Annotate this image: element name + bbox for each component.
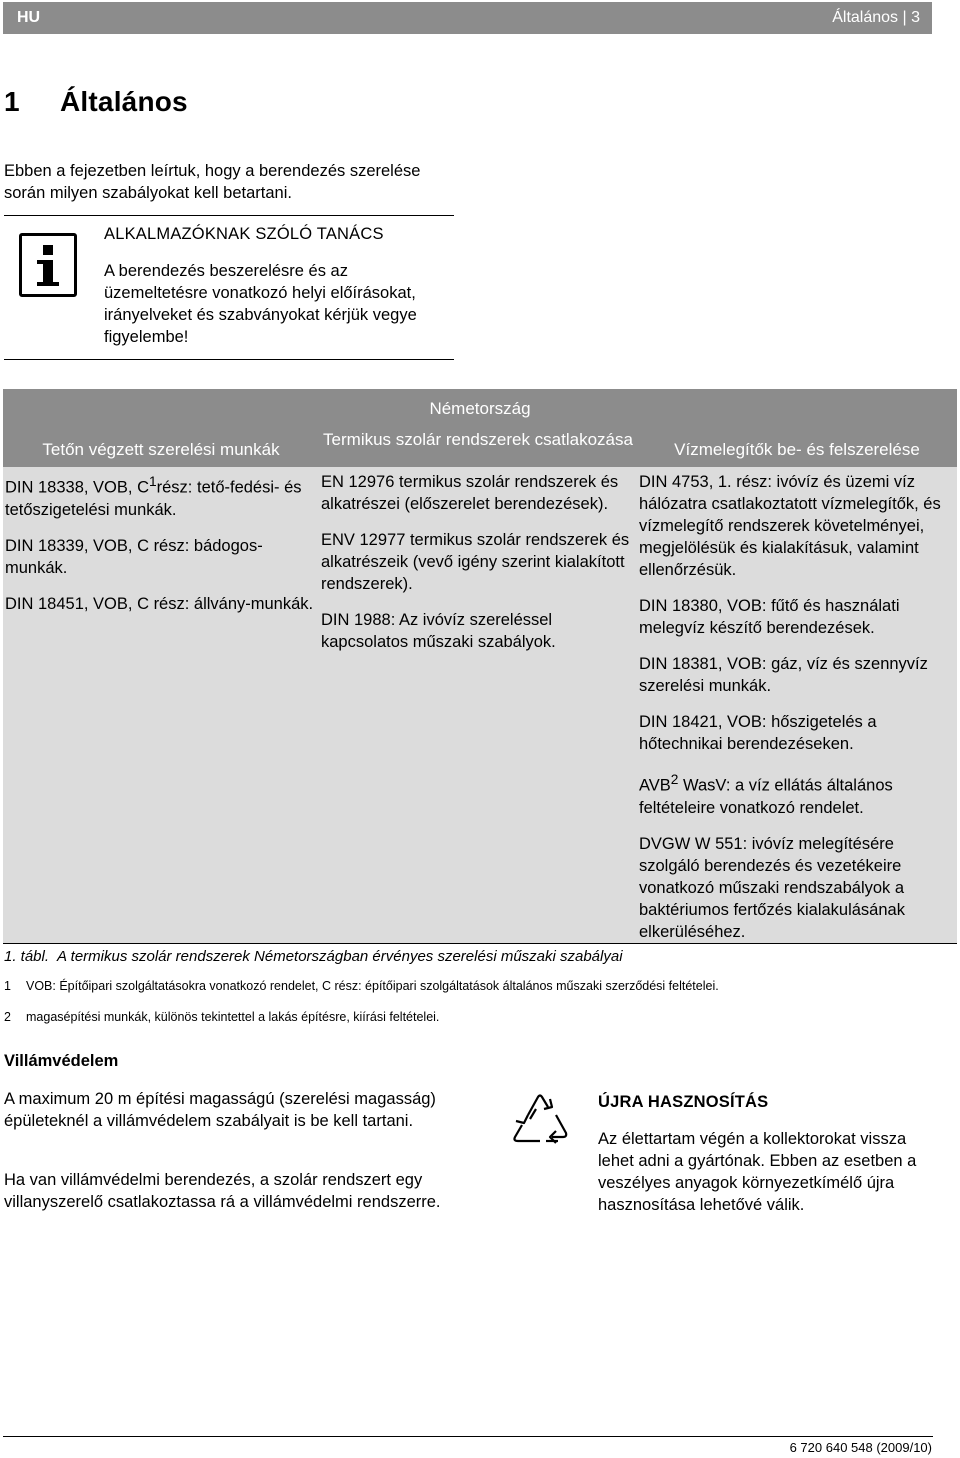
- table-cell: DIN 18451, VOB, C rész: állvány-munkák.: [5, 594, 314, 613]
- header-section: Általános | 3: [832, 9, 920, 26]
- table-cell: DIN 18421, VOB: hőszigetelés a hőtechnikai berendezéseken.: [639, 713, 877, 753]
- intro-paragraph: Ebben a fejezetben leírtuk, hogy a berendezés szerelése során milyen szabályokat kell betartani.: [4, 162, 421, 202]
- column-roof: [5, 471, 315, 629]
- table-caption-text: A termikus szolár rendszerek Németországban érvényes szerelési műszaki szabályai: [57, 948, 623, 965]
- chapter-title: [4, 86, 188, 118]
- advice-text: A berendezés beszerelésre és az üzemeltetésre vonatkozó helyi előírásokat, irányelveket és szabványokat kérjük vegye figyelembe!: [104, 262, 417, 346]
- table-cell: DIN 1988: Az ivóvíz szereléssel kapcsolatos műszaki szabályok.: [321, 611, 556, 651]
- advice-title: ALKALMAZÓKNAK SZÓLÓ TANÁCS: [104, 225, 384, 243]
- table-cell: DIN 18339, VOB, C rész: bádogos-munkák.: [5, 536, 263, 577]
- footnote-2: 2 magasépítési munkák, különös tekintettel a lakás építésre, kiírási feltételei.: [4, 1010, 440, 1024]
- table-country-header: Németország: [3, 389, 957, 427]
- language-code: HU: [17, 9, 41, 26]
- column-solar: [321, 471, 637, 667]
- footer-rule: [3, 1436, 933, 1437]
- lightning-paragraph-1: A maximum 20 m építési magasságú (szerelési magasság) épületeknél a villámvédelem szabályait is be kell tartani.: [4, 1090, 436, 1130]
- table-cell: DIN 18338, VOB, $C^1rész$: tető-fedési- és tetőszigetelési munkák.: [5, 474, 302, 519]
- chapter-number: 1: [4, 86, 20, 117]
- column-header-solar: Termikus szolár rendszerek csatlakozása: [319, 427, 637, 467]
- column-header-heater: Vízmelegítők be- és felszerelése: [637, 427, 957, 467]
- table-caption: [4, 948, 623, 965]
- page-number: 3: [911, 9, 920, 26]
- document-code: 6 720 640 548 (2009/10): [789, 1440, 932, 1455]
- table-cell: DVGW W 551: ivóvíz melegítésére szolgáló berendezés és vezetékeire vonatkozó műszaki rendszabályok a baktériumos fertőzés kialakulásának elkerüléséhez.: [639, 834, 905, 941]
- table-cell: DIN 4753, 1. rész: ivóvíz és üzemi víz hálózatra csatlakoztatott vízmelegítők, és vízmelegítő rendszerek követelményei, megjelölésük és kialakításuk, valamint ellenőrzésük.: [639, 473, 941, 579]
- column-heater: [639, 471, 955, 957]
- advice-box: [4, 215, 454, 360]
- table-cell: EN 12976 termikus szolár rendszerek és alkatrészei (előszerelet berendezések).: [321, 473, 619, 513]
- table-cell: AVB$^2$ WasV: a víz ellátás általános feltételeire vonatkozó rendelet.: [639, 772, 893, 817]
- recycling-text: Az élettartam végén a kollektorokat vissza lehet adni a gyártónak. Ebben az esetben a veszélyes anyagok környezetkímélő újra hasznosítása lehetővé válik.: [598, 1130, 917, 1214]
- page-header: [3, 2, 932, 34]
- recycling-title: ÚJRA HASZNOSÍTÁS: [598, 1093, 769, 1111]
- table-bottom-rule: [3, 943, 957, 944]
- column-header-roof: Tetőn végzett szerelési munkák: [3, 427, 319, 467]
- chapter-title-text: Általános: [60, 86, 188, 117]
- standards-table: [3, 389, 957, 944]
- info-icon: [19, 233, 77, 297]
- lightning-title: Villámvédelem: [4, 1052, 119, 1070]
- table-cell: DIN 18380, VOB: fűtő és használati melegvíz készítő berendezések.: [639, 597, 900, 637]
- lightning-paragraph-2: Ha van villámvédelmi berendezés, a szolár rendszert egy villanyszerelő csatlakoztassa rá a villámvédelmi rendszerre.: [4, 1171, 441, 1211]
- table-cell: ENV 12977 termikus szolár rendszerek és alkatrészeik (vevő igény szerint kialakított rendszerek).: [321, 531, 630, 593]
- recycle-icon: [500, 1085, 580, 1157]
- footnote-1: 1 VOB: Építőipari szolgáltatásokra vonatkozó rendelet, C rész: építőipari szolgáltatások általános műszaki szerződési feltételei.: [4, 979, 719, 993]
- table-caption-label: 1. tábl.: [4, 948, 50, 965]
- table-cell: DIN 18381, VOB: gáz, víz és szennyvíz szerelési munkák.: [639, 655, 928, 695]
